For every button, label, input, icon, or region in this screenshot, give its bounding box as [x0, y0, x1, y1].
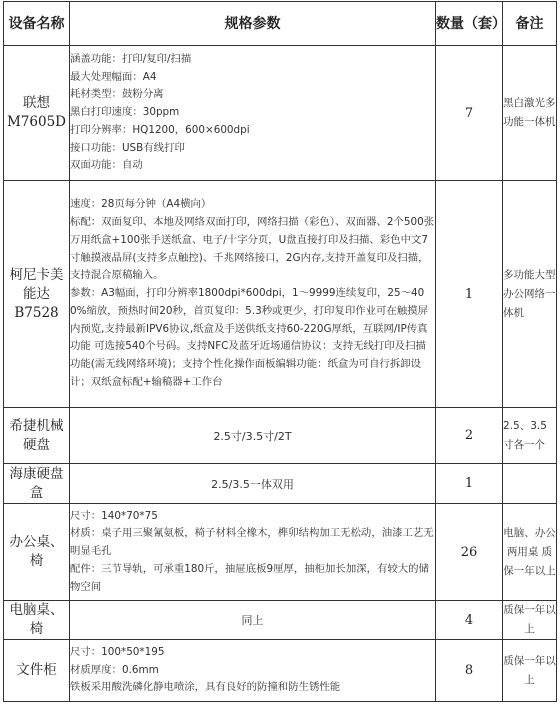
row-spec: [70, 640, 436, 702]
row-name: 办公桌、椅: [4, 504, 70, 601]
row-spec: 2.5寸/3.5寸/2T: [70, 408, 436, 464]
row-qty: 26: [436, 504, 503, 601]
row-name: 文件柜: [4, 640, 70, 702]
spec-line: 黑白打印速度：30ppm: [70, 106, 180, 119]
spec-line: 参数：A3幅面，打印分辨率1800dpi*600dpi，1～9999连续复印，25～400%缩放，预热时间20秒，首页复印：5.3秒或更少，打印复印作业可在触摸屏内预览,支持最新IPV6协议,纸盒及手送供纸支持60-220G厚纸，互联网/IP传真功能 可选接540个号码。支持NFC及蓝牙近场通信协议：支持无线打印及扫描功能(需无线网络环境)；支持个性化操作面板编辑功能：纸盒为可自行拆卸设计；双纸盒标配+输稿器+工作台: [70, 287, 428, 389]
table-row: [4, 504, 557, 601]
row-name: 电脑桌、椅: [4, 601, 70, 640]
row-spec: [70, 46, 436, 181]
row-note: 电脑、办公两用桌 质保一年以上: [503, 504, 557, 601]
equipment-spec-table: [3, 1, 557, 702]
row-qty: 1: [436, 464, 503, 504]
spec-line: 材质：桌子用三聚氰氨板，椅子材料全橡木，榫卯结构加工无松动，油漆工艺无明显毛孔: [70, 527, 434, 558]
row-note: 黑白激光多功能一体机: [503, 46, 557, 181]
spec-line: 材质厚度：0.6mm: [70, 663, 159, 676]
row-qty: 7: [436, 46, 503, 181]
row-name: 海康硬盘盒: [4, 464, 70, 504]
row-name: 希捷机械硬盘: [4, 408, 70, 464]
spec-line: 耗材类型：鼓粉分离: [70, 88, 164, 101]
header-row: [4, 2, 557, 46]
row-spec: [70, 181, 436, 408]
row-qty: 4: [436, 601, 503, 640]
row-note: 质保一年以上: [503, 601, 557, 640]
header-name: 设备名称: [4, 2, 70, 46]
row-spec: 2.5/3.5一体双用: [70, 464, 436, 504]
spec-line: 尺寸：140*70*75: [70, 509, 158, 522]
header-qty: 数量（套）: [436, 2, 503, 46]
row-note: 2.5、3.5寸各一个: [503, 408, 557, 464]
spec-line: 涵盖功能：打印/复印/扫描: [70, 52, 192, 65]
table-row: [4, 640, 557, 702]
table-row: [4, 181, 557, 408]
row-name: 柯尼卡美能达B7528: [4, 181, 70, 408]
spec-line: 接口功能：USB有线打印: [70, 141, 185, 154]
spec-line: 速度：28页每分钟（A4横向）: [70, 198, 212, 211]
spec-line: 配件：三节导轨，可承重180斤，抽屉底板9厘厚，抽柜加长加深，有较大的储物空间: [70, 562, 429, 593]
row-qty: 8: [436, 640, 503, 702]
spec-line: 铁板采用酸洗磷化静电喷涂，具有良好的防撞和防生锈性能: [70, 681, 341, 694]
row-spec: 同上: [70, 601, 436, 640]
header-spec: 规格参数: [70, 2, 436, 46]
spec-line: 尺寸：100*50*195: [70, 645, 165, 658]
spec-line: 双面功能：自动: [70, 159, 143, 172]
row-spec: [70, 504, 436, 601]
table-row: [4, 46, 557, 181]
row-qty: 1: [436, 181, 503, 408]
spec-line: 最大处理幅面：A4: [70, 70, 157, 83]
table-row: [4, 464, 557, 504]
spec-line: 打印分辨率：HQ1200，600×600dpi: [70, 123, 250, 136]
row-note: 质保一年以上: [503, 640, 557, 702]
row-qty: 2: [436, 408, 503, 464]
row-note: [503, 464, 557, 504]
table-row: [4, 408, 557, 464]
header-note: 备注: [503, 2, 557, 46]
row-name: 联想M7605D: [4, 46, 70, 181]
spec-line: 标配：双面复印、本地及网络双面打印，网络扫描（彩色）、双面器、2个500张万用纸盒+100张手送纸盒、电子/十字分页，U盘直接打印及扫描、彩色中文7寸触摸液晶屏(支持多点触控)、千兆网络接口，2G内存,支持开盖复印及扫描，支持混合原稿输入。: [70, 215, 435, 282]
row-note: 多功能大型办公网络一体机: [503, 181, 557, 408]
table-row: [4, 601, 557, 640]
